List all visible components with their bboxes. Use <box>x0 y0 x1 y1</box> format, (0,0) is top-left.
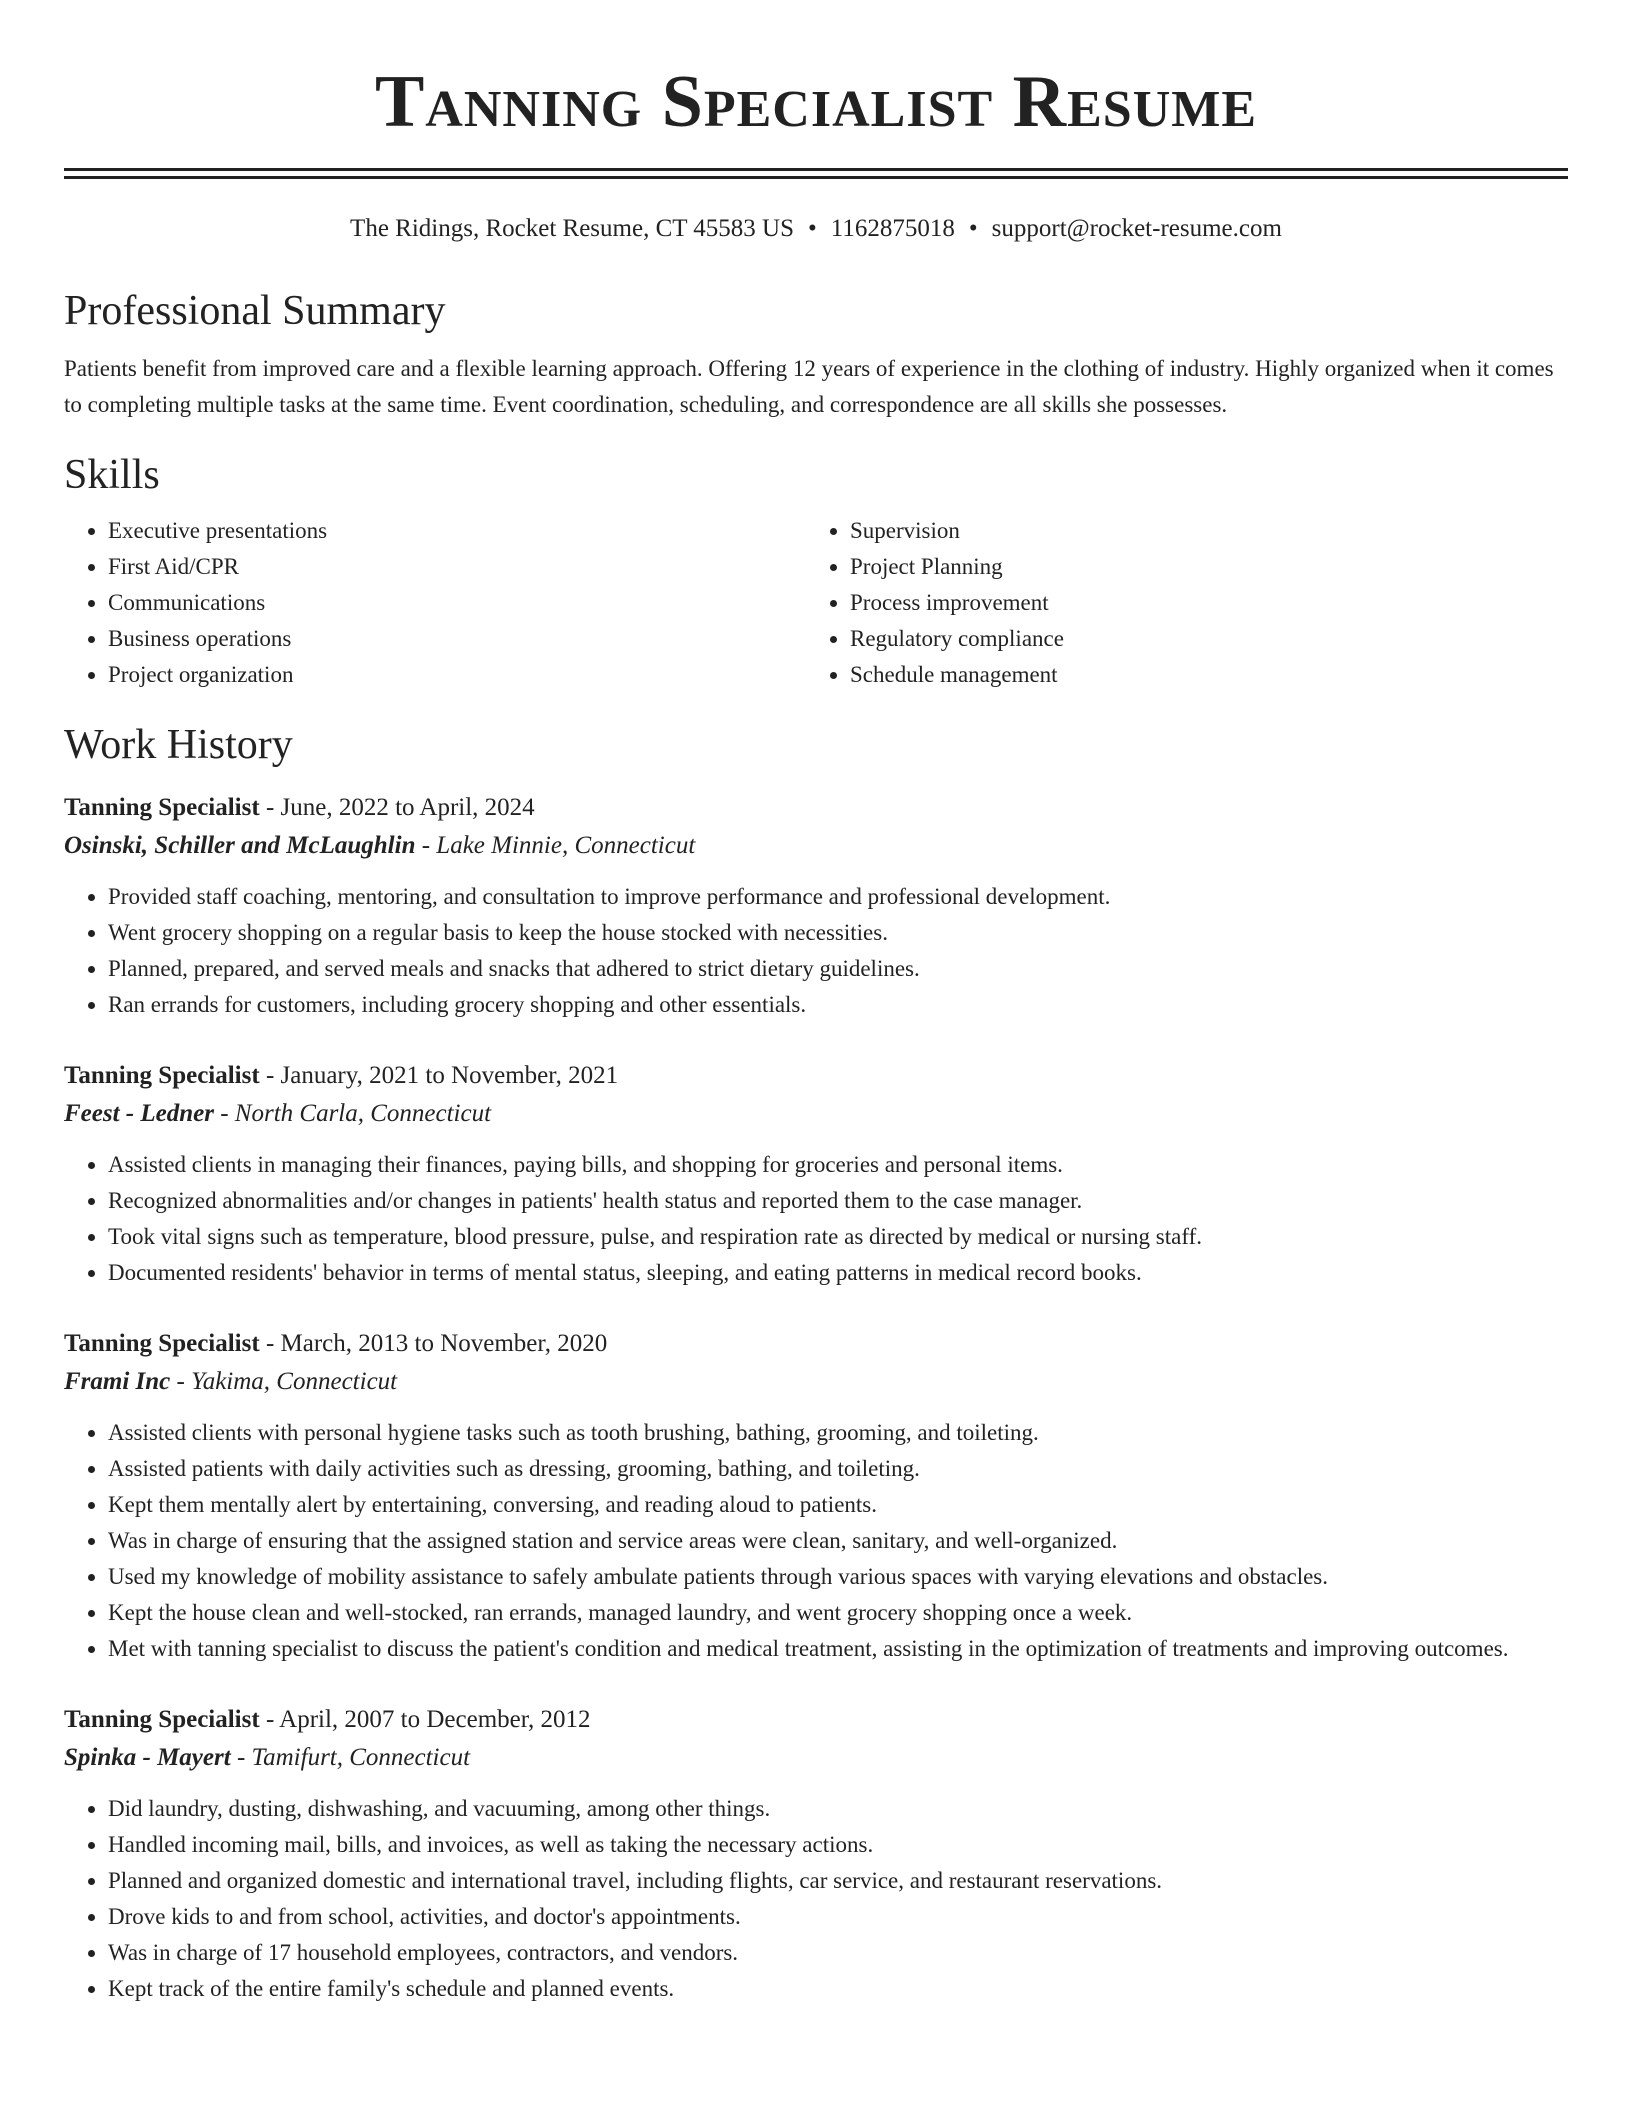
job-duties <box>64 1147 1568 1291</box>
skill-item: • Project organization <box>108 657 806 693</box>
skills-list-left <box>64 513 806 693</box>
duty-item: • Drove kids to and from school, activities, and doctor's appointments. <box>108 1899 1568 1935</box>
duty-item: • Ran errands for customers, including grocery shopping and other essentials. <box>108 987 1568 1023</box>
job-duties <box>64 879 1568 1023</box>
duty-item: • Used my knowledge of mobility assistance to safely ambulate patients through various spaces with varying elevations and obstacles. <box>108 1559 1568 1595</box>
job-title: Tanning Specialist <box>64 1706 260 1733</box>
duty-item: • Kept them mentally alert by entertaining, conversing, and reading aloud to patients. <box>108 1487 1568 1523</box>
job-title: Tanning Specialist <box>64 1062 260 1089</box>
job-dates: - June, 2022 to April, 2024 <box>259 794 535 821</box>
skill-item: • Business operations <box>108 621 806 657</box>
resume-title: Tanning Specialist Resume <box>374 61 1258 143</box>
job-entry <box>64 1701 1568 2007</box>
contact-line <box>64 213 1568 245</box>
title-double-rule <box>64 168 1568 179</box>
duty-item: • Assisted patients with daily activities such as dressing, grooming, bathing, and toileting. <box>108 1451 1568 1487</box>
job-company: Spinka - Mayert <box>64 1744 231 1771</box>
skill-item: • Supervision <box>850 513 1548 549</box>
job-dates: - January, 2021 to November, 2021 <box>259 1062 619 1089</box>
duty-item: • Was in charge of 17 household employees, contractors, and vendors. <box>108 1935 1568 1971</box>
job-dates: - March, 2013 to November, 2020 <box>259 1330 608 1357</box>
duty-item: • Assisted clients in managing their finances, paying bills, and shopping for groceries and personal items. <box>108 1147 1568 1183</box>
skill-item: • Regulatory compliance <box>850 621 1548 657</box>
skills-heading: Skills <box>64 452 160 498</box>
duty-item: • Planned, prepared, and served meals and snacks that adhered to strict dietary guidelines. <box>108 951 1568 987</box>
skills-list-right <box>806 513 1548 693</box>
duty-item: • Met with tanning specialist to discuss the patient's condition and medical treatment, assisting in the optimization of treatments and improving outcomes. <box>108 1631 1568 1667</box>
duty-item: • Was in charge of ensuring that the assigned station and service areas were clean, sanitary, and well-organized. <box>108 1523 1568 1559</box>
job-entry <box>64 1057 1568 1291</box>
job-duties <box>64 1791 1568 2007</box>
job-company: Frami Inc <box>64 1368 171 1395</box>
duty-item: • Took vital signs such as temperature, blood pressure, pulse, and respiration rate as directed by medical or nursing staff. <box>108 1219 1568 1255</box>
skill-item: • Process improvement <box>850 585 1548 621</box>
skill-item: • Executive presentations <box>108 513 806 549</box>
job-entry <box>64 789 1568 1023</box>
job-employer <box>64 1739 1568 1777</box>
job-employer <box>64 827 1568 865</box>
job-duties <box>64 1415 1568 1667</box>
duty-item: • Documented residents' behavior in terms of mental status, sleeping, and eating patterns in medical record books. <box>108 1255 1568 1291</box>
job-employer <box>64 1363 1568 1401</box>
skill-item: • Communications <box>108 585 806 621</box>
summary-text: Patients benefit from improved care and a flexible learning approach. Offering 12 years of experience in the clothing of industry. Highly organized when it comes to completing multiple tasks at the same time. Event coordination, scheduling, and correspondence are all skills she possesses. <box>64 356 1554 417</box>
duty-item: • Planned and organized domestic and international travel, including flights, car service, and restaurant reservations. <box>108 1863 1568 1899</box>
contact-email: support@rocket-resume.com <box>991 215 1282 242</box>
skill-item: • Schedule management <box>850 657 1548 693</box>
contact-separator: • <box>968 215 978 242</box>
duty-item: • Provided staff coaching, mentoring, and consultation to improve performance and professional development. <box>108 879 1568 915</box>
summary-heading: Professional Summary <box>64 288 446 334</box>
contact-separator: • <box>808 215 817 242</box>
job-header <box>64 789 1568 827</box>
job-entry <box>64 1325 1568 1667</box>
job-dates: - April, 2007 to December, 2012 <box>259 1706 591 1733</box>
duty-item: • Handled incoming mail, bills, and invoices, as well as taking the necessary actions. <box>108 1827 1568 1863</box>
duty-item: • Kept track of the entire family's schedule and planned events. <box>108 1971 1568 2007</box>
skill-item: • Project Planning <box>850 549 1548 585</box>
job-header <box>64 1701 1568 1739</box>
job-header <box>64 1057 1568 1095</box>
contact-phone: 1162875018 <box>830 215 955 242</box>
job-location: - Tamifurt, Connecticut <box>230 1744 471 1771</box>
job-location: - Yakima, Connecticut <box>170 1368 398 1395</box>
duty-item: • Kept the house clean and well-stocked, ran errands, managed laundry, and went grocery shopping once a week. <box>108 1595 1568 1631</box>
job-company: Osinski, Schiller and McLaughlin <box>64 832 416 859</box>
skills-columns <box>64 513 1568 693</box>
job-location: - Lake Minnie, Connecticut <box>415 832 696 859</box>
duty-item: • Did laundry, dusting, dishwashing, and vacuuming, among other things. <box>108 1791 1568 1827</box>
skill-item: • First Aid/CPR <box>108 549 806 585</box>
duty-item: • Recognized abnormalities and/or changes in patients' health status and reported them to the case manager. <box>108 1183 1568 1219</box>
duty-item: • Assisted clients with personal hygiene tasks such as tooth brushing, bathing, grooming, and toileting. <box>108 1415 1568 1451</box>
job-title: Tanning Specialist <box>64 794 260 821</box>
job-title: Tanning Specialist <box>64 1330 260 1357</box>
duty-item: • Went grocery shopping on a regular basis to keep the house stocked with necessities. <box>108 915 1568 951</box>
job-company: Feest - Ledner <box>64 1100 214 1127</box>
job-employer <box>64 1095 1568 1133</box>
contact-address: The Ridings, Rocket Resume, CT 45583 US <box>350 215 795 242</box>
work-history-heading: Work History <box>64 722 293 768</box>
job-header <box>64 1325 1568 1363</box>
job-location: - North Carla, Connecticut <box>213 1100 492 1127</box>
